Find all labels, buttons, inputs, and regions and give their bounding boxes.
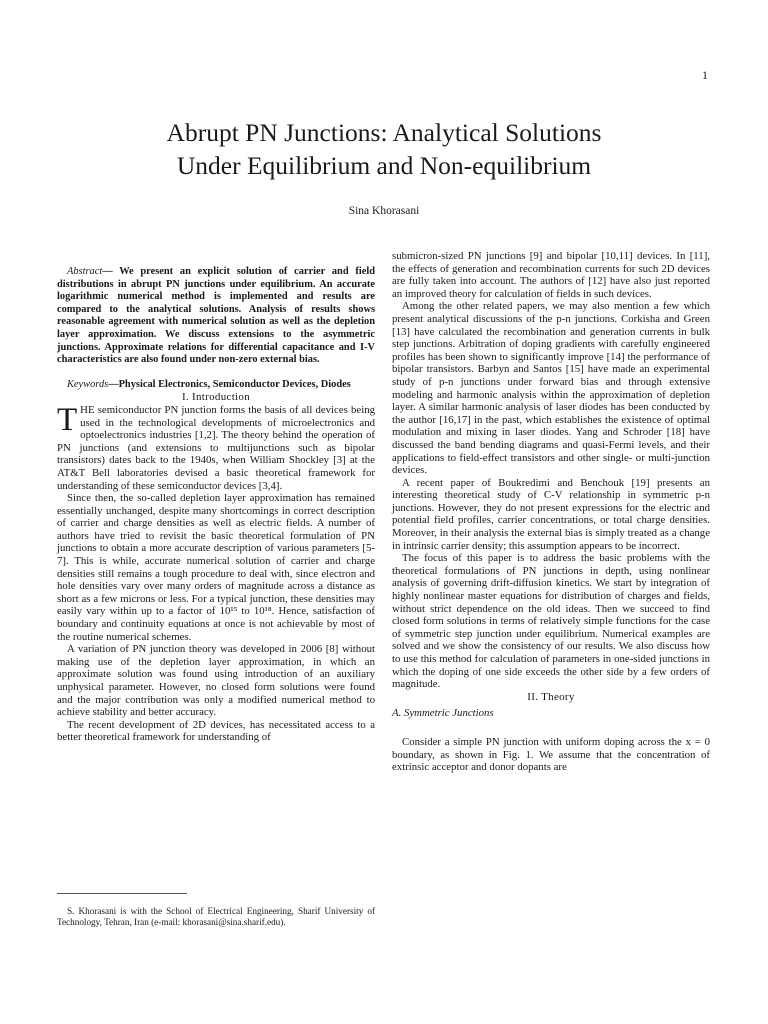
right-paragraph-2: Among the other related papers, we may also mention a few which present analytical discussions of the p-n junctions. Corkisha and Green [13] have calculated the recombination and generation currents in bulk step junctions. Arbitration of doping gradients with carefully engineered profiles has been shown to significantly improve [14] the performance of bipolar transistors. Barbyn and Santos [15] have made an experimental study of p-n junctions under forward bias and through extensive modeling and harmonic analysis within the approximation of depletion layer. A similar harmonic analysis of laser diodes has been conducted by the author [16,17] in the past, which establishes the existence of optimal modulation and mixing in laser diodes. Yang and Schroder [18] have discussed the band bending diagrams and quasi-Fermi levels, and their applications to field-effect transistors and other single- or multi-junction devices. [392,300,710,477]
intro-paragraph-2: Since then, the so-called depletion layer approximation has remained essentially unchanged, despite many shortcomings in correct description of carrier and charge densities as well as electric fields. A number of authors have tried to revisit the basic theoretical formulation of PN junctions to obtain a more accurate description of various parameters [5-7]. This is while, accurate numerical solution of carrier and charge densities still remains a tough procedure to deal with, since electron and hole densities vary over many orders of magnitude across a distance as short as a few microns or less. For a typical junction, these densities may easily vary within up to a factor of 10¹⁵ to 10¹⁸. Hence, satisfaction of boundary and continuity equations at once is not achievable by most of the routine numerical schemes. [57,492,375,643]
abstract-label: Abstract [67,266,103,277]
title-line-1: Abrupt PN Junctions: Analytical Solutions [166,118,602,147]
keywords-text: —Physical Electronics, Semiconductor Devices, Diodes [108,378,351,390]
title-line-2: Under Equilibrium and Non-equilibrium [176,151,592,180]
intro-paragraph-1-text: HE semiconductor PN junction forms the basis of all devices being used in the technological developments of microelectronics and optoelectronics industries [1,2]. The theory behind the operation of PN junctions (and extensions to multijunctions such as bipolar transistors) dates back to the 1940s, when William Shockley [3] at the AT&T Bell laboratories devised a basic theoretical framework for understanding of these semiconductor devices [3,4]. [57,403,375,492]
intro-paragraph-4: The recent development of 2D devices, has necessitated access to a better theoretical framework for understanding of [57,718,375,744]
drop-cap: T [57,401,78,438]
page-number: 1 [702,68,708,82]
abstract-text: — We present an explicit solution of carrier and field distributions in abrupt PN junctions under equilibrium. An accurate logarithmic numerical method is implemented and results are compared to the analytical solutions. Analysis of results shows reasonable agreement with numerical solution as well as the depletion layer approximation. We discuss extensions to the asymmetric junctions. Approximate relations for differential capacitance and I-V characteristics are also found under non-zero external bias. [57,266,375,366]
footnote: S. Khorasani is with the School of Electrical Engineering, Sharif University of Technology, Tehran, Iran (e-mail: khorasani@sina.sharif.edu). [57,906,375,927]
intro-paragraph-1 [57,401,375,492]
right-paragraph-3: A recent paper of Boukredimi and Benchouk [19] presents an interesting theoretical study of C-V relationship in symmetric p-n junctions. However, they do not present expressions for the electric and potential field profiles, carrier concentrations, or total charge densities. Moreover, in their analysis the external bias is simply treated as a change in intrinsic carrier density; this assumption appears to be incorrect. [392,476,710,552]
abstract [57,266,375,367]
footnote-rule [57,893,187,894]
right-paragraph-1: submicron-sized PN junctions [9] and bipolar [10,11] devices. In [11], the effects of generation and recombination currents for such 2D devices are fully taken into account. The authors of [12] have also just reported an improved theory for calculation of fields in such devices. [392,250,710,300]
section-heading-introduction: I. Introduction [181,391,251,404]
left-column [57,266,375,744]
keywords [57,379,375,392]
author: Sina Khorasani [348,205,420,217]
intro-paragraph-3: A variation of PN junction theory was developed in 2006 [8] without making use of the depletion layer approximation, in which an approximate solution was found using introduction of an auxiliary unphysical parameter. However, no closed form solutions were found and the major contribution was only a modified numerical method to achieve stability and better accuracy. [57,643,375,719]
section-heading-theory: II. Theory [527,690,575,703]
paper-title [40,116,728,182]
right-paragraph-4: The focus of this paper is to address the basic problems with the theoretical formulations of PN junctions in depth, using nonlinear analysis of governing drift-diffusion kinetics. We start by integration of highly nonlinear master equations for distribution of charges and fields, without strict dependence on the old ideas. Then we succeed to find closed form solutions in terms of relatively simple functions for the case of symmetric step junction under equilibrium. Numerical examples are solved and we show the consistency of our results. We also discuss how to use this method for calculation of parameters in one-sided junctions in which the doping of one side exceeds the other side by a few orders of magnitude. [392,552,710,691]
right-column [392,250,710,774]
right-paragraph-5: Consider a simple PN junction with uniform doping across the x = 0 boundary, as shown in Fig. 1. We assume that the concentration of extrinsic acceptor and donor dopants are [392,735,710,774]
subsection-heading-symmetric: A. Symmetric Junctions [392,707,494,720]
keywords-label: Keywords [67,378,109,390]
